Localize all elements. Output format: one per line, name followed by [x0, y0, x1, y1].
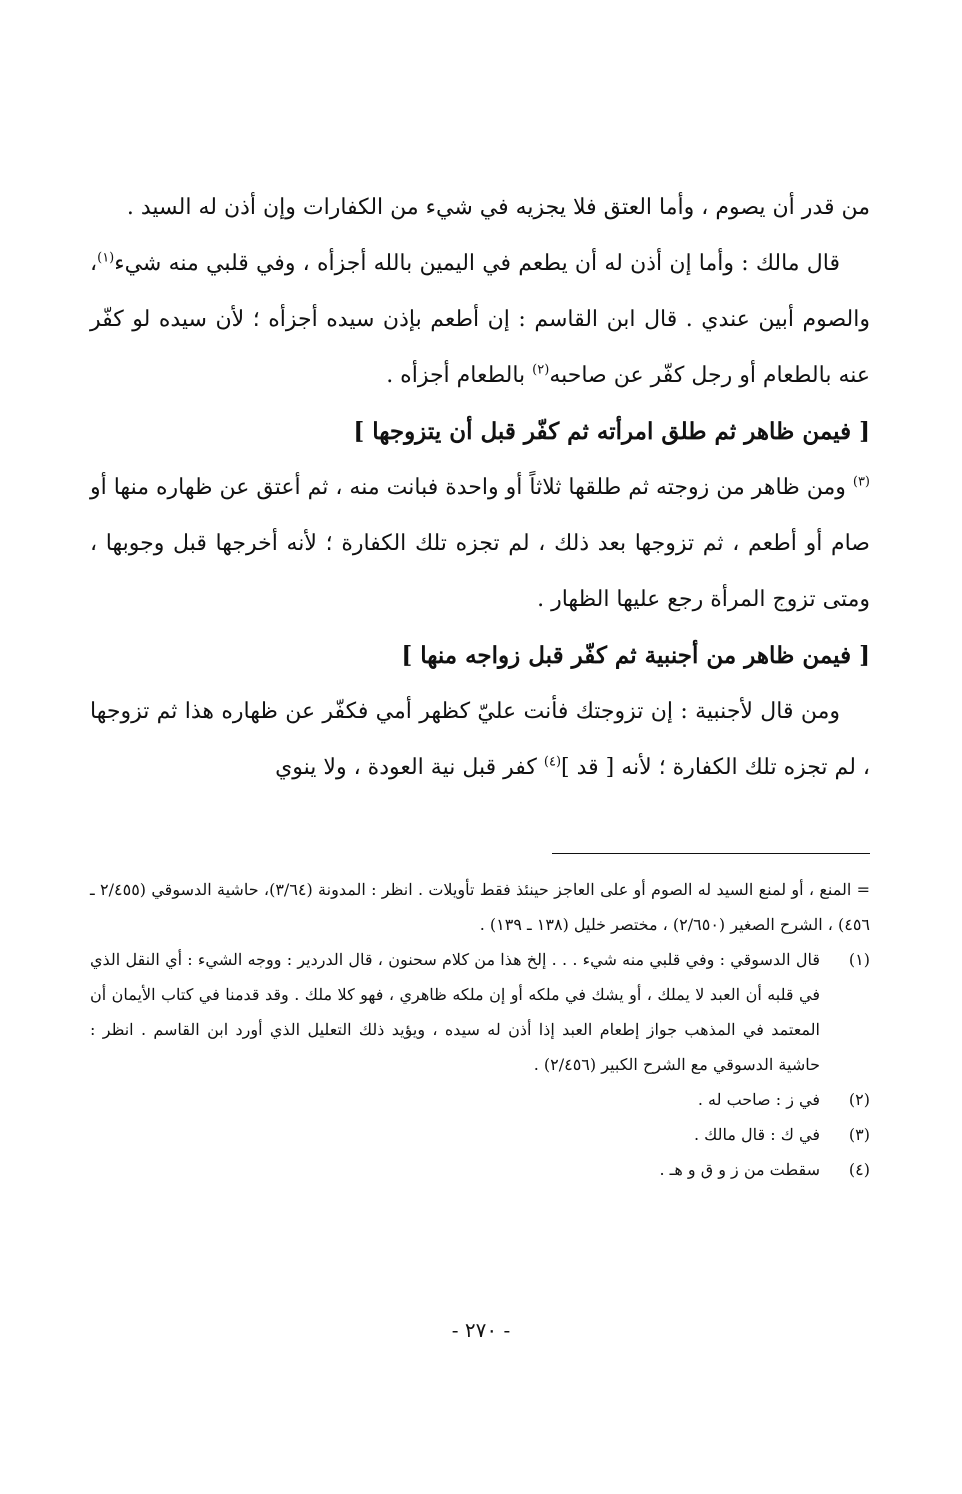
section-heading-1: [ فيمن ظاهر ثم طلق امرأته ثم كفّر قبل أن يتزوجها ]	[353, 418, 870, 445]
footnote-continuation: = المنع ، أو لمنع السيد له الصوم أو على العاجز حينئذ فقط تأويلات . انظر : المدونة (٣/٦٤)، حاشية الدسوقي (٢/٤٥٥ ـ ٤٥٦) ، الشرح الصغير (٢/٦٥٠) ، مختصر خليل (١٣٨ ـ ١٣٩) .	[90, 880, 871, 934]
footnote-ref-3: (٣)	[852, 474, 870, 490]
section-heading-2: [ فيمن ظاهر من أجنبية ثم كفّر قبل زواجه منها ]	[401, 642, 870, 669]
footnote-number: (٣)	[848, 1125, 870, 1144]
footnote-ref-4: (٤)	[543, 754, 562, 770]
footnote-1: (١) قال الدسوقي : وفي قلبي منه شيء . . . إلخ هذا من كلام سحنون ، قال الدردير : ووجه الشيء : أي النقل الذي في قلبه أن العبد لا يملك ، أو يشك في ملكه أو إن ملكه ظاهري ، فهو كلا ملك . وقد قدمنا في كتاب الأيمان أن المعتمد في المذهب جواز إطعام العبد إذا أذن له سيده ، ويؤيد ذلك التعليل الذي أورد ابن القاسم . انظر : حاشية الدسوقي مع الشرح الكبير (٢/٤٥٦) .	[90, 942, 870, 1082]
paragraph-1: من قدر أن يصوم ، وأما العتق فلا يجزيه في شيء من الكفارات وإن أذن له السيد .	[126, 195, 870, 220]
main-text	[90, 180, 870, 796]
footnote-number: (٤)	[848, 1160, 870, 1179]
footnote-ref-1: (١)	[97, 250, 115, 266]
footnote-number: (١)	[848, 950, 870, 969]
page-number: - ٢٧٠ -	[451, 1318, 511, 1342]
footnote-number: (٢)	[848, 1090, 870, 1109]
paragraph-3: $^{(٣)}$ ومن ظاهر من زوجته ثم طلقها ثلاثاً أو واحدة فبانت منه ، ثم أعتق عن ظهاره منها أو صام أو أطعم ، ثم تزوجها بعد ذلك ، لم تجزه تلك الكفارة ؛ لأنه أخرجها قبل وجوبها ، ومتى تزوج المرأة رجع عليها الظهار .	[90, 474, 870, 612]
footnote-ref-2: (٢)	[532, 362, 550, 378]
footnote-3: (٣) في ك : قال مالك .	[90, 1117, 870, 1152]
footnote-4: (٤) سقطت من ز و ق و هـ .	[90, 1152, 870, 1187]
footnote-2: (٢) في ز : صاحب له .	[90, 1082, 870, 1117]
footnotes	[90, 872, 870, 1187]
footnote-divider	[552, 853, 870, 854]
paragraph-2: قال مالك : وأما إن أذن له أن يطعم في اليمين بالله أجزأه ، وفي قلبي منه شيء$^{(١)}$، والصوم أبين عندي . قال ابن القاسم : إن أطعم بإذن سيده أجزأه ؛ لأن سيده لو كفّر عنه بالطعام أو رجل كفّر عن صاحبه$^{(٢)}$ بالطعام أجزأه .	[90, 250, 870, 388]
paragraph-4: ومن قال لأجنبية : إن تزوجتك فأنت عليّ كظهر أمي فكفّر عن ظهاره هذا ثم تزوجها ، لم تجزه تلك الكفارة ؛ لأنه [ قد ]$^{(٤)}$ كفر قبل نية العودة ، ولا ينوي	[90, 699, 870, 780]
